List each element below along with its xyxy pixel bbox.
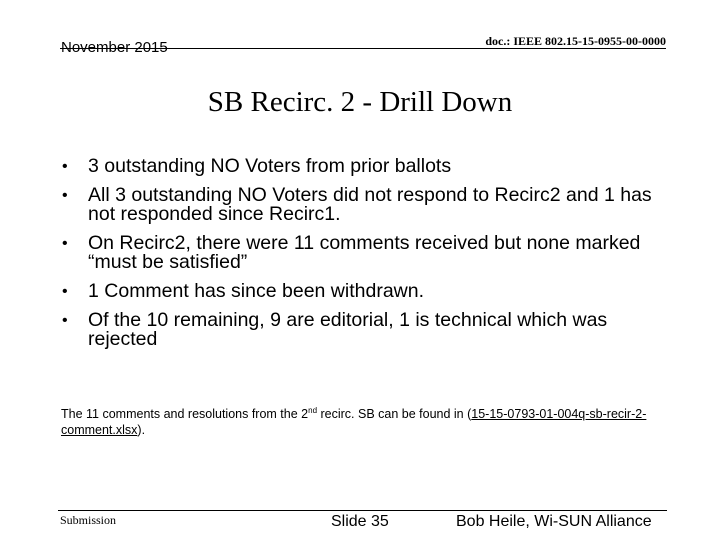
bullet-list: [60, 157, 670, 359]
footer-submission: Submission: [60, 513, 117, 527]
note-text-end: ).: [137, 423, 146, 437]
bullet-marker: •: [62, 235, 68, 252]
resolution-note: [61, 406, 673, 438]
note-text-middle: recirc. SB can be found in (: [317, 407, 472, 421]
bullet-text: On Recirc2, there were 11 comments received but none marked “must be satisfied”: [88, 232, 641, 273]
footer-author: Bob Heile, Wi-SUN Alliance: [456, 513, 652, 530]
bullet-marker: •: [62, 158, 68, 175]
bullet-marker: •: [62, 283, 68, 300]
bullet-marker: •: [62, 312, 68, 329]
header-doc-id: doc.: IEEE 802.15-15-0955-00-0000: [485, 34, 666, 48]
slide-title-text: SB Recirc. 2 - Drill Down: [207, 86, 513, 118]
footer-slide-number: Slide 35: [331, 513, 389, 530]
bullet-item: [60, 282, 670, 301]
note-text-start: The 11 comments and resolutions from the 2: [61, 407, 309, 421]
comment-file-link[interactable]: 15-15-0793-01-004q-sb-recir-2-comment.xlsx: [61, 407, 647, 437]
bullet-text: 3 outstanding NO Voters from prior ballots: [88, 155, 452, 177]
header-date: November 2015: [61, 39, 168, 56]
slide-title: [0, 84, 720, 120]
header-divider: [60, 48, 666, 49]
bullet-text: Of the 10 remaining, 9 are editorial, 1 is technical which was rejected: [88, 309, 608, 350]
bullet-item: [60, 157, 670, 176]
note-superscript: nd: [308, 405, 318, 415]
bullet-item: [60, 234, 670, 272]
bullet-text: 1 Comment has since been withdrawn.: [88, 280, 425, 302]
bullet-text: All 3 outstanding NO Voters did not respond to Recirc2 and 1 has not responded since Recirc1.: [88, 184, 652, 225]
bullet-item: [60, 186, 670, 224]
bullet-marker: •: [62, 187, 68, 204]
bullet-item: [60, 311, 670, 349]
footer-divider: [58, 510, 667, 511]
